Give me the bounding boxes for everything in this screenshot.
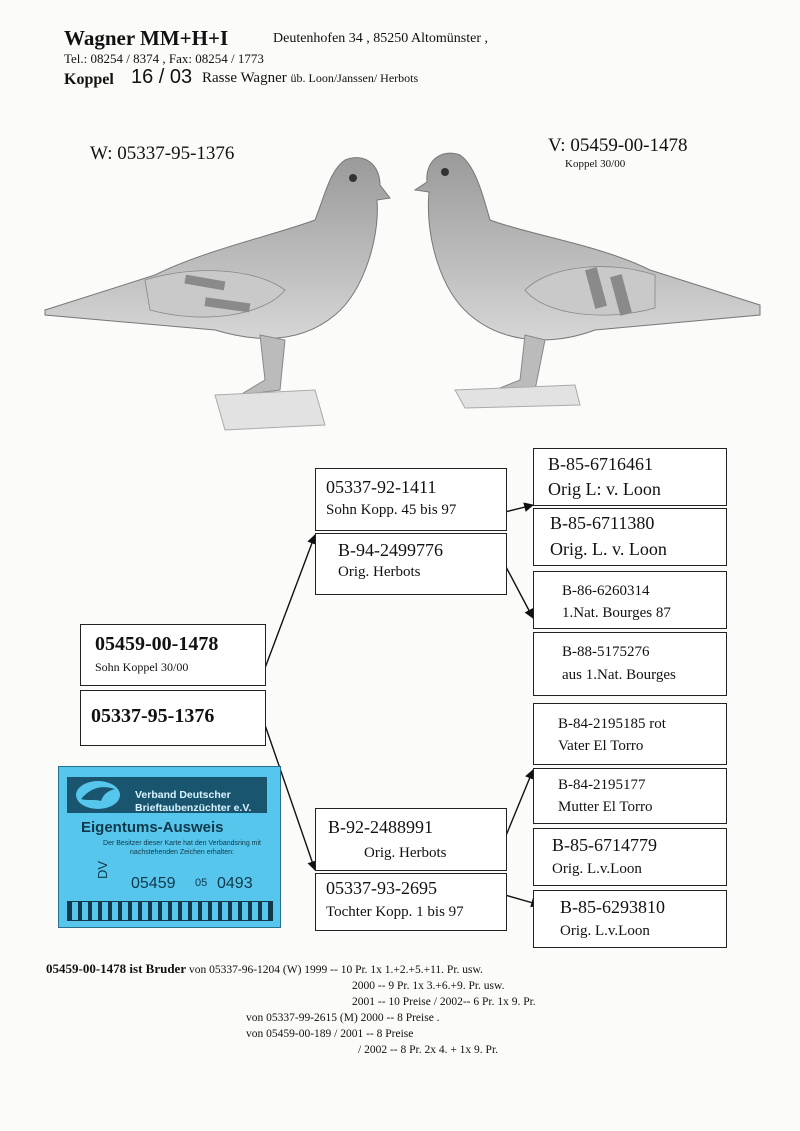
breed-name: Rasse Wagner	[202, 70, 287, 86]
card-ring-club: 05459	[131, 875, 176, 892]
subject-cock-ring: 05459-00-1478	[95, 633, 219, 655]
subject-cock-box	[80, 624, 266, 686]
mother-bottom-note: Tochter Kopp. 1 bis 97	[326, 904, 464, 920]
mother-top-ring: B-92-2488991	[328, 817, 433, 837]
cock-ring-label: V: 05459-00-1478	[548, 135, 688, 156]
ancestor-box-5	[533, 703, 727, 765]
ancestor-ring-8: B-85-6293810	[560, 897, 665, 917]
ancestor-note-4: aus 1.Nat. Bourges	[562, 667, 676, 683]
subject-hen-ring: 05337-95-1376	[91, 705, 215, 727]
mother-top-note: Orig. Herbots	[364, 845, 447, 861]
ancestor-note-3: 1.Nat. Bourges 87	[562, 605, 671, 621]
card-org-line-1: Verband Deutscher	[135, 789, 231, 801]
ancestor-box-7	[533, 828, 727, 886]
breeder-phone-fax: Tel.: 08254 / 8374 , Fax: 08254 / 1773	[64, 51, 264, 66]
koppel-label: Koppel	[64, 71, 114, 88]
ancestor-note-5: Vater El Torro	[558, 738, 644, 754]
father-ring: 05337-92-1411	[326, 477, 437, 497]
ancestor-box-6	[533, 768, 727, 824]
father-mate-ring: B-94-2499776	[338, 540, 443, 560]
father-mate-note: Orig. Herbots	[338, 564, 421, 580]
footer-line-6: / 2002 -- 8 Pr. 2x 4. + 1x 9. Pr.	[358, 1044, 499, 1056]
ancestor-box-3	[533, 571, 727, 629]
ancestor-box-1	[533, 448, 727, 506]
ancestor-ring-6: B-84-2195177	[558, 777, 646, 793]
subject-hen-box	[80, 690, 266, 746]
ancestor-ring-3: B-86-6260314	[562, 583, 650, 599]
footer-line-1-text: von 05337-96-1204 (W) 1999 -- 10 Pr. 1x 1.+2.+5.+11. Pr. usw.	[188, 964, 483, 976]
mother-bottom-box	[315, 873, 507, 931]
mother-top-box	[315, 808, 507, 871]
koppel-number: 16 / 03	[131, 66, 193, 88]
mother-bottom-ring: 05337-93-2695	[326, 878, 437, 898]
dove-logo-icon	[73, 779, 123, 811]
ownership-card	[58, 766, 281, 928]
card-ring-year: 05	[195, 877, 208, 889]
card-title: Eigentums-Ausweis	[81, 819, 224, 836]
breeder-address: Deutenhofen 34 , 85250 Altomünster ,	[273, 31, 489, 46]
card-ring-number: 0493	[217, 875, 253, 892]
cock-koppel-note: Koppel 30/00	[565, 158, 626, 170]
footer-line-2: 2000 -- 9 Pr. 1x 3.+6.+9. Pr. usw.	[352, 980, 505, 992]
ancestor-ring-4: B-88-5175276	[562, 644, 650, 660]
ancestor-note-1: Orig L: v. Loon	[548, 479, 661, 499]
breeder-name: Wagner MM+H+I	[64, 26, 229, 50]
father-box	[315, 468, 507, 531]
father-mate-box	[315, 533, 507, 595]
hen-ring-label: W: 05337-95-1376	[90, 143, 235, 164]
footer-line-1	[46, 961, 483, 977]
card-dv-label: DV	[95, 860, 110, 879]
footer-line-3: 2001 -- 10 Preise / 2002-- 6 Pr. 1x 9. Pr.	[352, 996, 536, 1008]
footer-line-5: von 05459-00-189 / 2001 -- 8 Preise	[246, 1028, 414, 1040]
ancestor-ring-1: B-85-6716461	[548, 454, 653, 474]
card-org-name	[135, 789, 251, 815]
subject-cock-note: Sohn Koppel 30/00	[95, 660, 189, 674]
ancestor-note-2: Orig. L. v. Loon	[550, 539, 667, 559]
footer-line-4: von 05337-99-2615 (M) 2000 -- 8 Preise .	[246, 1012, 440, 1024]
card-fine-print: Der Besitzer dieser Karte hat den Verbandsring mit nachstehenden Zeichen erhalten:	[103, 840, 261, 856]
ancestor-ring-2: B-85-6711380	[550, 513, 655, 533]
card-org-line-2: Brieftaubenzüchter e.V.	[135, 802, 252, 814]
footer-lead: 05459-00-1478 ist Bruder	[46, 961, 187, 976]
ancestor-box-8	[533, 890, 727, 948]
ancestor-note-6: Mutter El Torro	[558, 799, 653, 815]
card-ornament-strip	[67, 901, 273, 921]
breed-origin: üb. Loon/Janssen/ Herbots	[290, 71, 419, 85]
ancestor-box-2	[533, 508, 727, 566]
ancestor-note-7: Orig. L.v.Loon	[552, 861, 642, 877]
ancestor-note-8: Orig. L.v.Loon	[560, 923, 650, 939]
ancestor-ring-5: B-84-2195185 rot	[558, 716, 666, 732]
ancestor-ring-7: B-85-6714779	[552, 835, 657, 855]
ancestor-box-4	[533, 632, 727, 696]
card-header	[67, 777, 267, 813]
father-note: Sohn Kopp. 45 bis 97	[326, 502, 457, 518]
